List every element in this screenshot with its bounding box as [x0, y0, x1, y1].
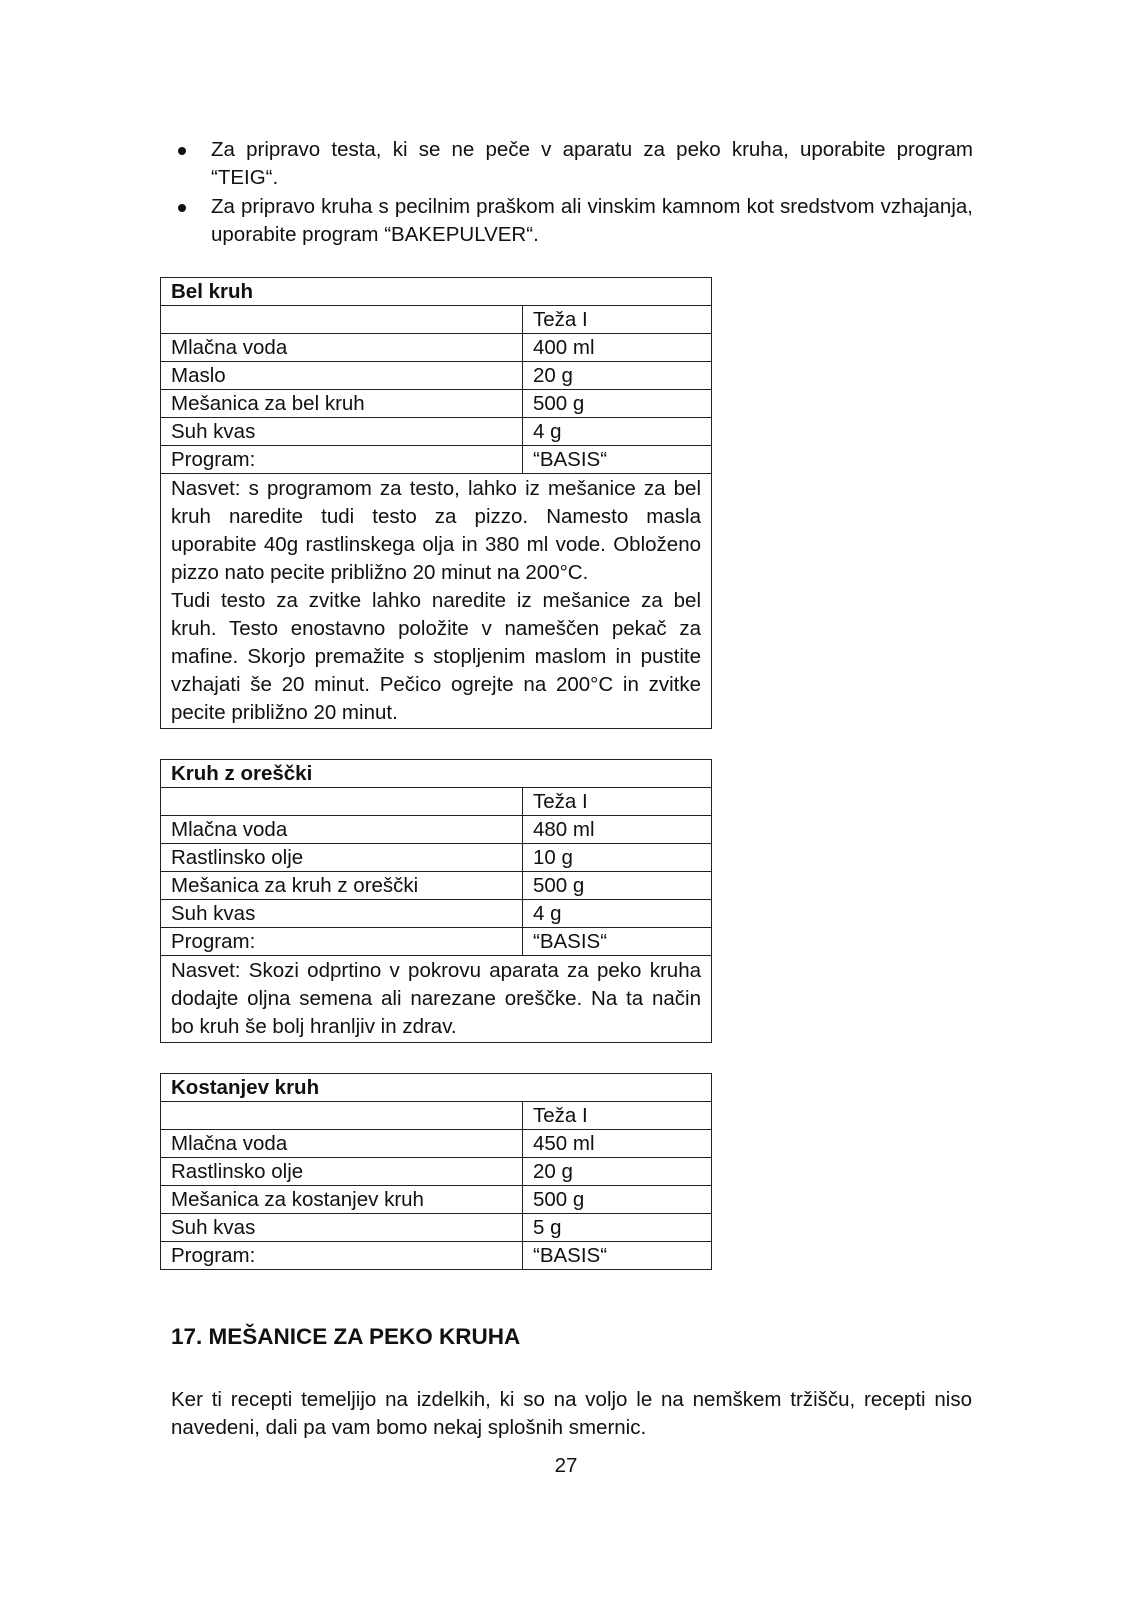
- ingredient-value: “BASIS“: [523, 1242, 712, 1270]
- ingredient-value: 480 ml: [523, 816, 712, 844]
- ingredient-value: 500 g: [523, 390, 712, 418]
- ingredient-value: 4 g: [523, 900, 712, 928]
- ingredient-label: Mlačna voda: [161, 1130, 523, 1158]
- recipe-note: [161, 956, 712, 1043]
- ingredient-value: 5 g: [523, 1214, 712, 1242]
- table-row: [161, 788, 712, 816]
- table-row: [161, 390, 712, 418]
- table-row: [161, 956, 712, 1043]
- weight-header: Teža I: [523, 306, 712, 334]
- table-row: [161, 418, 712, 446]
- section-title: 17. MEŠANICE ZA PEKO KRUHA: [171, 1324, 521, 1349]
- table-row: [161, 900, 712, 928]
- table-row: [161, 1130, 712, 1158]
- table-row: [161, 1186, 712, 1214]
- table-row: [161, 1242, 712, 1270]
- ingredient-label: Mlačna voda: [161, 816, 523, 844]
- table-row: [161, 1214, 712, 1242]
- page-number: 27: [554, 1454, 578, 1477]
- note-paragraph: Nasvet: Skozi odprtino v pokrovu aparata za peko kruha dodajte oljna semena ali narezane oreščke. Na ta način bo kruh še bolj hranljiv in zdrav.: [171, 959, 701, 1038]
- table-row: [161, 1102, 712, 1130]
- table-row: [161, 1158, 712, 1186]
- section-paragraph: Ker ti recepti temeljijo na izdelkih, ki so na voljo le na nemškem tržišču, recepti niso navedeni, dali pa vam bomo nekaj splošnih smernic.: [171, 1388, 972, 1439]
- ingredient-label: Rastlinsko olje: [161, 1158, 523, 1186]
- table-row: [161, 1074, 712, 1102]
- recipe-table-kruh-z-orescki: [160, 759, 712, 1043]
- bullet-dot-icon: [178, 147, 186, 155]
- ingredient-value: 10 g: [523, 844, 712, 872]
- bullet-item: [170, 193, 973, 249]
- ingredient-label: Mešanica za kostanjev kruh: [161, 1186, 523, 1214]
- ingredient-label: Suh kvas: [161, 1214, 523, 1242]
- ingredient-value: “BASIS“: [523, 446, 712, 474]
- ingredient-label: Mešanica za kruh z oreščki: [161, 872, 523, 900]
- ingredient-label: Suh kvas: [161, 418, 523, 446]
- recipe-note: [161, 474, 712, 729]
- ingredient-label: Program:: [161, 446, 523, 474]
- ingredient-label: Program:: [161, 1242, 523, 1270]
- table-row: [161, 334, 712, 362]
- bullet-text: Za pripravo kruha s pecilnim praškom ali vinskim kamnom kot sredstvom vzhajanja, uporabite program “BAKEPULVER“.: [211, 195, 973, 246]
- table-row: [161, 278, 712, 306]
- ingredient-label: Mlačna voda: [161, 334, 523, 362]
- bullet-text: Za pripravo testa, ki se ne peče v aparatu za peko kruha, uporabite program “TEIG“.: [211, 138, 973, 189]
- bullet-list: [170, 136, 973, 250]
- bullet-dot-icon: [178, 204, 186, 212]
- ingredient-value: 500 g: [523, 872, 712, 900]
- note-paragraph: Nasvet: s programom za testo, lahko iz mešanice za bel kruh naredite tudi testo za pizzo. Namesto masla uporabite 40g rastlinskega olja in 380 ml vode. Obloženo pizzo nato pecite približno 20 minut na 200°C.: [171, 477, 701, 584]
- ingredient-label: Rastlinsko olje: [161, 844, 523, 872]
- table-row: [161, 446, 712, 474]
- table-row: [161, 306, 712, 334]
- table-row: [161, 872, 712, 900]
- ingredient-value: 4 g: [523, 418, 712, 446]
- ingredient-value: 450 ml: [523, 1130, 712, 1158]
- ingredient-label: Mešanica za bel kruh: [161, 390, 523, 418]
- note-paragraph: Tudi testo za zvitke lahko naredite iz mešanice za bel kruh. Testo enostavno položite v nameščen pekač za mafine. Skorjo premažite s stopljenim maslom in pustite vzhajati še 20 minut. Pečico ogrejte na 200°C in zvitke pecite približno 20 minut.: [171, 589, 701, 724]
- recipe-table-kostanjev-kruh: [160, 1073, 712, 1270]
- recipe-title: Kostanjev kruh: [161, 1074, 712, 1102]
- weight-header: Teža I: [523, 1102, 712, 1130]
- bullet-item: [170, 136, 973, 192]
- weight-header: Teža I: [523, 788, 712, 816]
- ingredient-value: 20 g: [523, 362, 712, 390]
- table-row: [161, 760, 712, 788]
- ingredient-label: Maslo: [161, 362, 523, 390]
- table-row: [161, 844, 712, 872]
- recipe-title: Bel kruh: [161, 278, 712, 306]
- ingredient-label: Program:: [161, 928, 523, 956]
- recipe-title: Kruh z oreščki: [161, 760, 712, 788]
- ingredient-value: “BASIS“: [523, 928, 712, 956]
- ingredient-value: 400 ml: [523, 334, 712, 362]
- ingredient-value: 20 g: [523, 1158, 712, 1186]
- table-cell-empty: [161, 306, 523, 334]
- table-row: [161, 362, 712, 390]
- table-cell-empty: [161, 788, 523, 816]
- table-row: [161, 816, 712, 844]
- recipe-table-bel-kruh: [160, 277, 712, 729]
- table-cell-empty: [161, 1102, 523, 1130]
- table-row: [161, 474, 712, 729]
- table-row: [161, 928, 712, 956]
- ingredient-value: 500 g: [523, 1186, 712, 1214]
- ingredient-label: Suh kvas: [161, 900, 523, 928]
